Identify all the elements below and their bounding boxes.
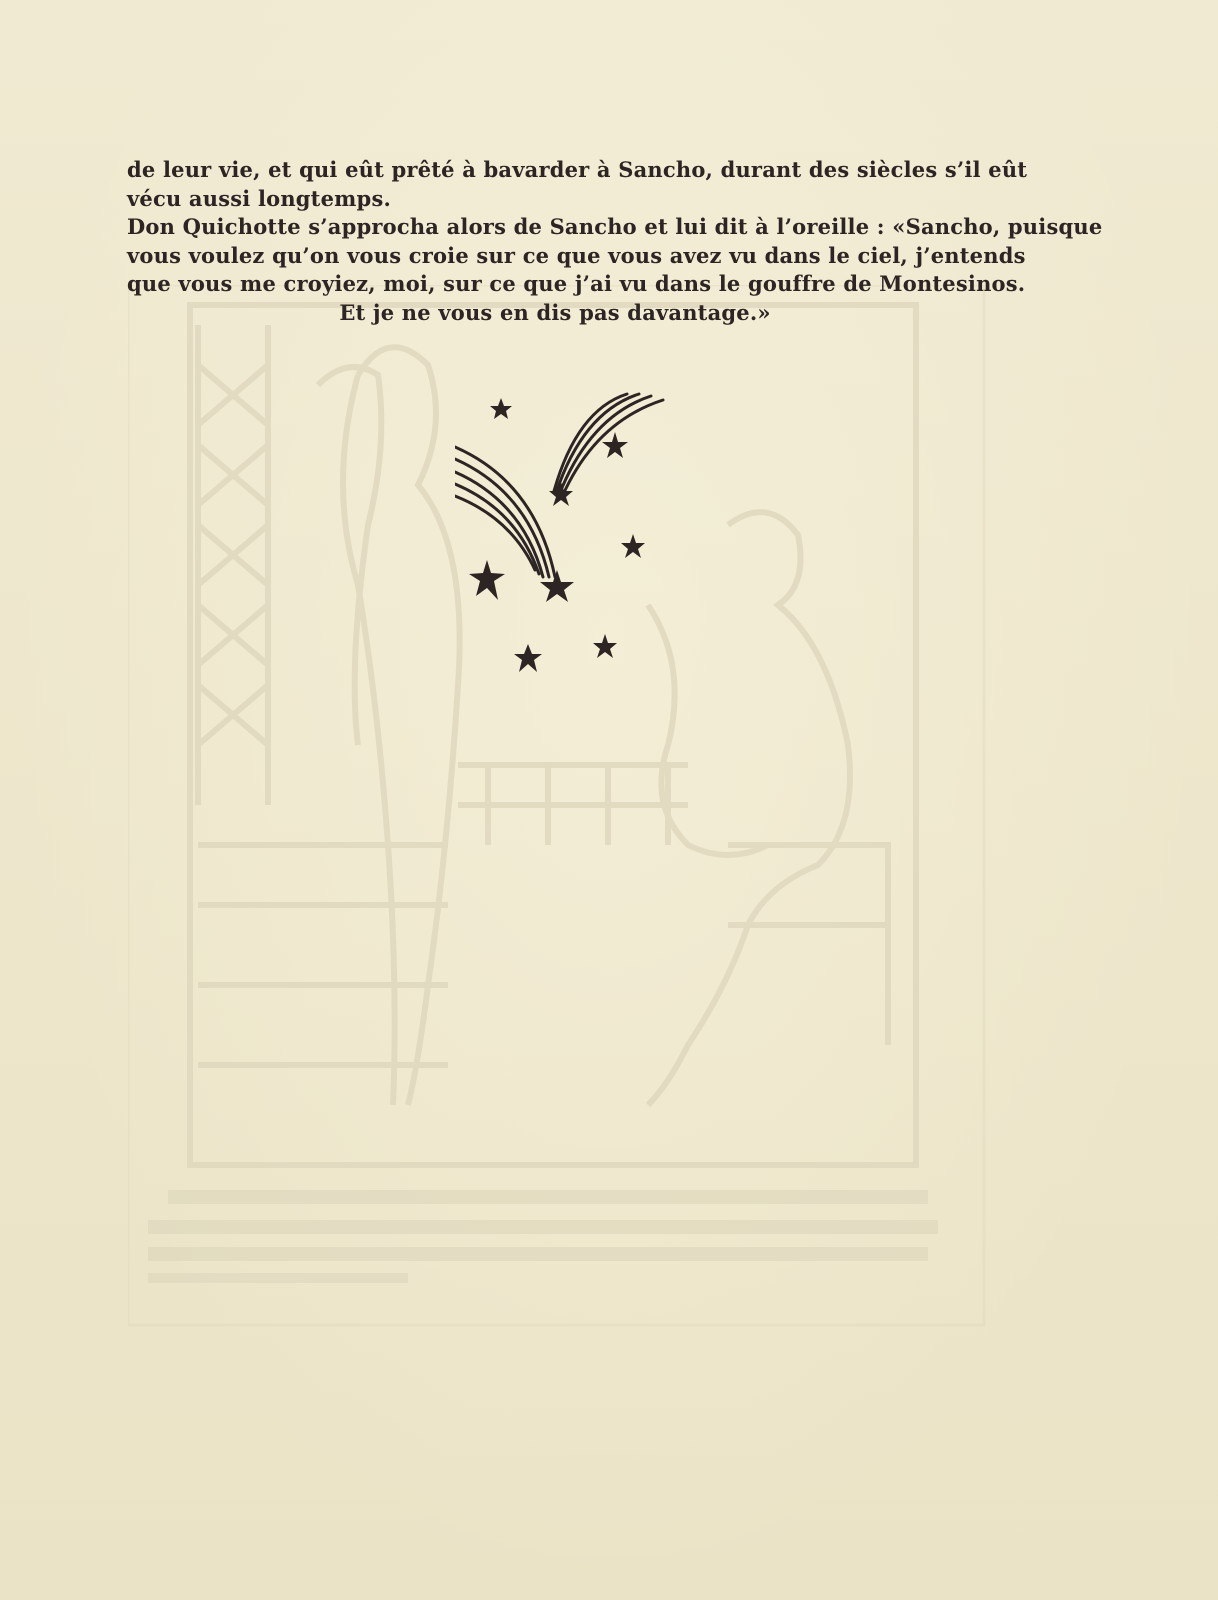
star-icon — [602, 432, 628, 458]
star-icon — [549, 482, 573, 506]
shooting-stars-vignette — [455, 392, 675, 692]
body-text — [127, 156, 1103, 327]
star-icon — [621, 534, 645, 558]
star-icon — [593, 634, 617, 658]
star-icon — [514, 644, 542, 672]
text-line: Et je ne vous en dis pas davantage.» — [339, 299, 771, 325]
text-line: vécu aussi longtemps. — [127, 185, 391, 211]
text-line: que vous me croyiez, moi, sur ce que j’ai vu dans le gouffre de Montesinos. — [127, 271, 1026, 296]
star-icon — [540, 570, 574, 602]
star-icon — [490, 398, 512, 419]
text-line: vous voulez qu’on vous croie sur ce que vous avez vu dans le ciel, j’entends — [127, 242, 1026, 268]
star-icon — [469, 560, 505, 600]
text-line: Don Quichotte s’approcha alors de Sancho et lui dit à l’oreille : «Sancho, puisque — [127, 214, 1103, 239]
text-line: de leur vie, et qui eût prêté à bavarder à Sancho, durant des siècles s’il eût — [127, 157, 1028, 182]
